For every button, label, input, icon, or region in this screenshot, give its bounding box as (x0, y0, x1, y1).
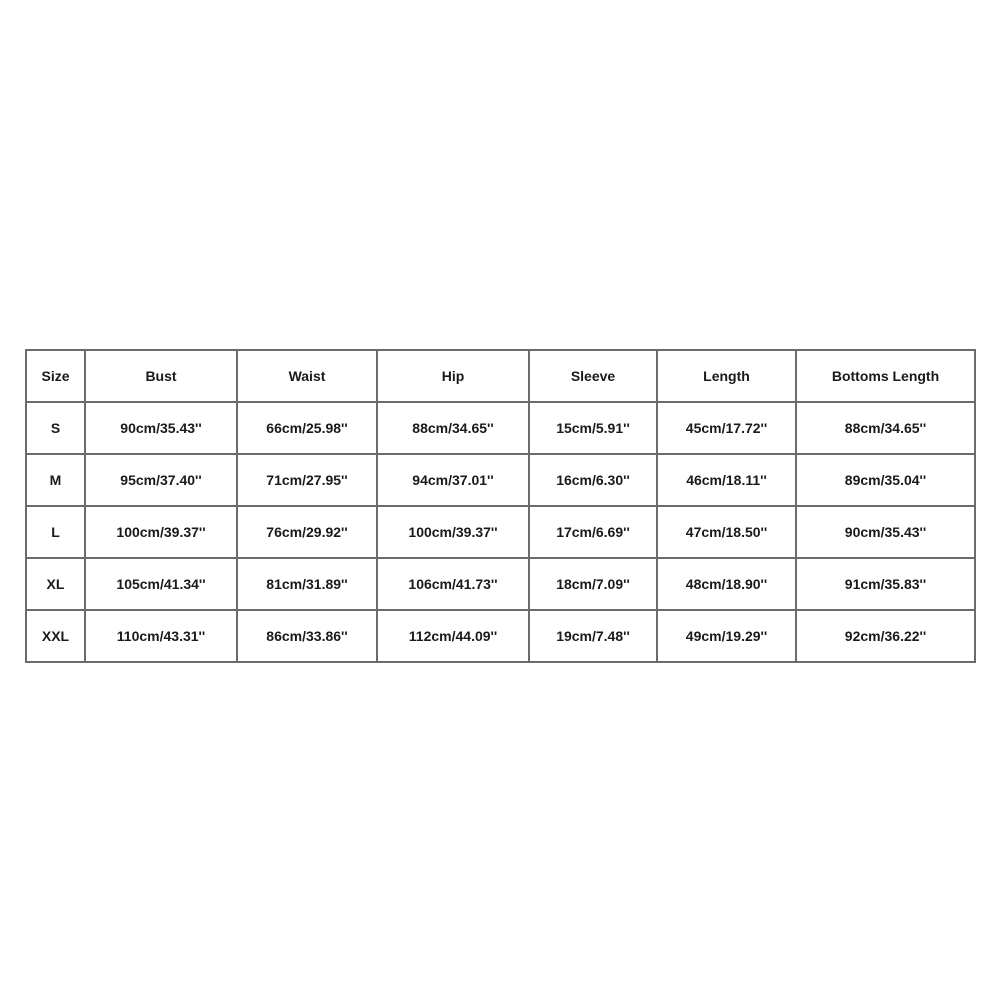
cell-sleeve: 19cm/7.48'' (529, 610, 657, 662)
cell-size: XL (26, 558, 85, 610)
cell-bust: 90cm/35.43'' (85, 402, 237, 454)
cell-bust: 100cm/39.37'' (85, 506, 237, 558)
cell-sleeve: 16cm/6.30'' (529, 454, 657, 506)
cell-sleeve: 15cm/5.91'' (529, 402, 657, 454)
table-row (26, 558, 975, 610)
header-size: Size (26, 350, 85, 402)
cell-bust: 105cm/41.34'' (85, 558, 237, 610)
cell-length: 48cm/18.90'' (657, 558, 796, 610)
table-row (26, 506, 975, 558)
cell-bottoms-length: 91cm/35.83'' (796, 558, 975, 610)
header-sleeve: Sleeve (529, 350, 657, 402)
table-row (26, 402, 975, 454)
header-row (26, 350, 975, 402)
header-bust: Bust (85, 350, 237, 402)
cell-bottoms-length: 92cm/36.22'' (796, 610, 975, 662)
cell-length: 46cm/18.11'' (657, 454, 796, 506)
cell-hip: 100cm/39.37'' (377, 506, 529, 558)
cell-hip: 94cm/37.01'' (377, 454, 529, 506)
cell-waist: 86cm/33.86'' (237, 610, 377, 662)
cell-waist: 66cm/25.98'' (237, 402, 377, 454)
cell-size: XXL (26, 610, 85, 662)
cell-hip: 112cm/44.09'' (377, 610, 529, 662)
table-row (26, 610, 975, 662)
cell-size: M (26, 454, 85, 506)
header-length: Length (657, 350, 796, 402)
cell-bottoms-length: 90cm/35.43'' (796, 506, 975, 558)
cell-waist: 81cm/31.89'' (237, 558, 377, 610)
cell-size: L (26, 506, 85, 558)
cell-length: 47cm/18.50'' (657, 506, 796, 558)
cell-bust: 110cm/43.31'' (85, 610, 237, 662)
cell-bust: 95cm/37.40'' (85, 454, 237, 506)
cell-sleeve: 18cm/7.09'' (529, 558, 657, 610)
header-hip: Hip (377, 350, 529, 402)
size-chart-table (25, 349, 976, 663)
cell-hip: 88cm/34.65'' (377, 402, 529, 454)
cell-bottoms-length: 89cm/35.04'' (796, 454, 975, 506)
cell-length: 49cm/19.29'' (657, 610, 796, 662)
cell-bottoms-length: 88cm/34.65'' (796, 402, 975, 454)
cell-length: 45cm/17.72'' (657, 402, 796, 454)
cell-waist: 71cm/27.95'' (237, 454, 377, 506)
cell-waist: 76cm/29.92'' (237, 506, 377, 558)
table-row (26, 454, 975, 506)
cell-hip: 106cm/41.73'' (377, 558, 529, 610)
header-bottoms-length: Bottoms Length (796, 350, 975, 402)
cell-sleeve: 17cm/6.69'' (529, 506, 657, 558)
cell-size: S (26, 402, 85, 454)
header-waist: Waist (237, 350, 377, 402)
